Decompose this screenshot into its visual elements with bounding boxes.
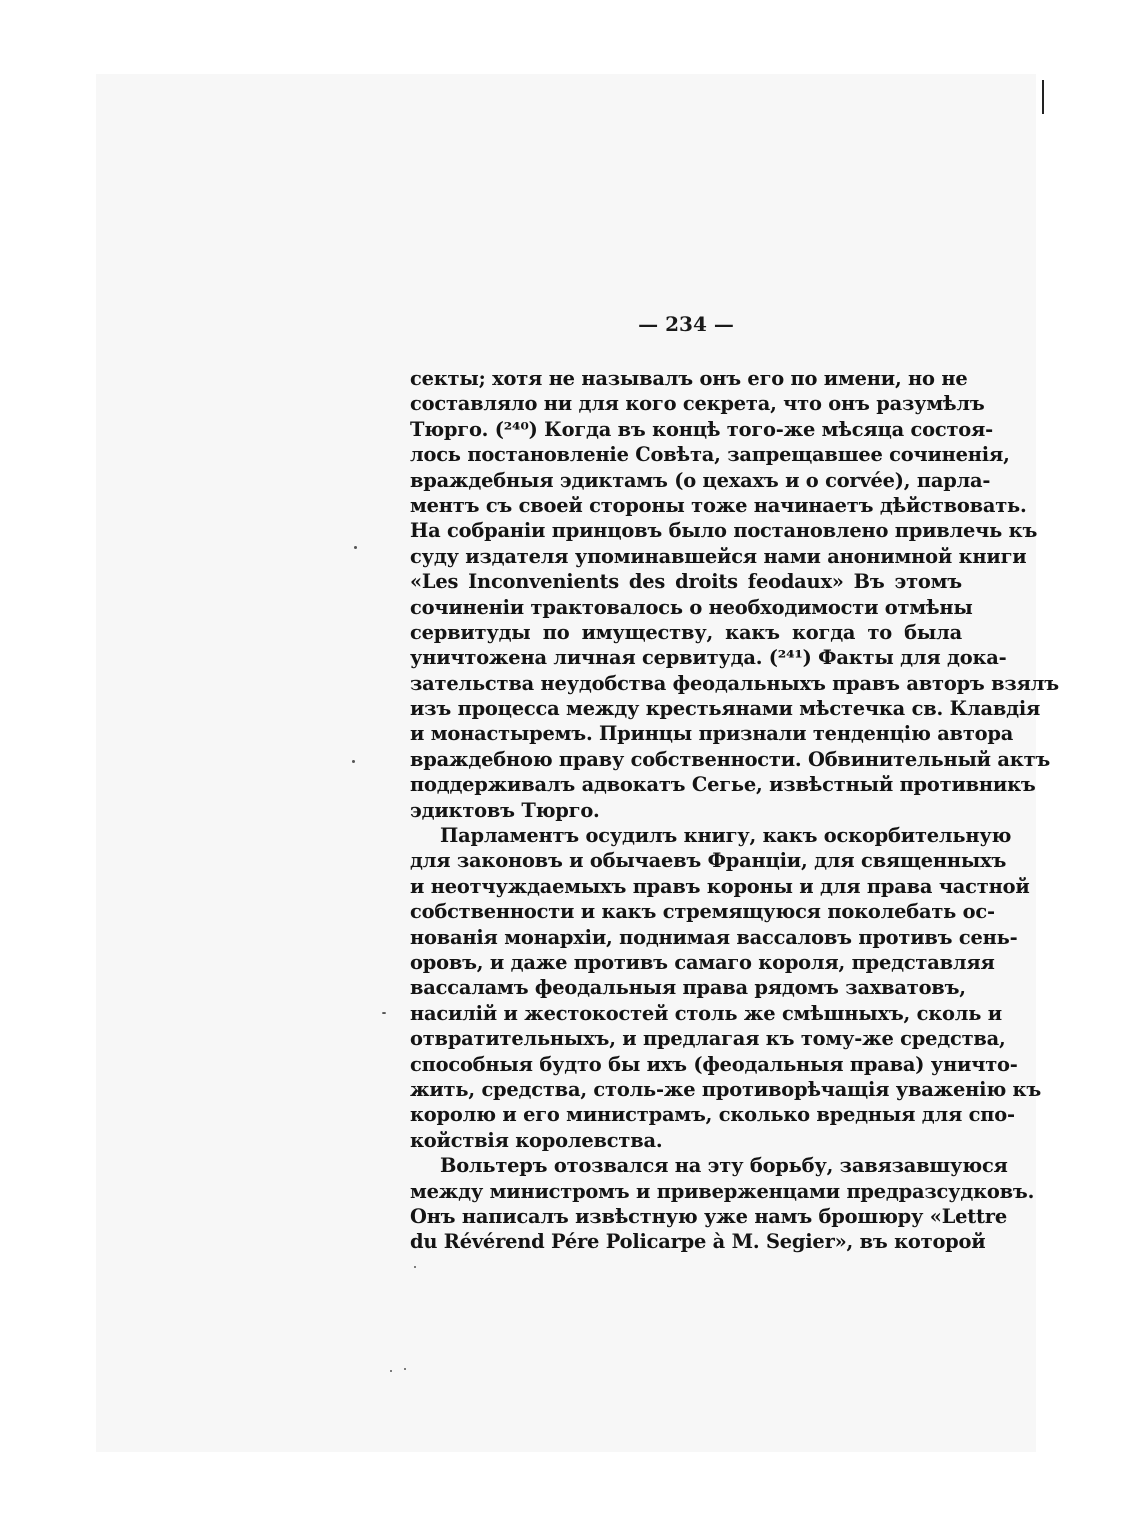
- scan-speck: [404, 1368, 406, 1370]
- scan-speck: [390, 1370, 392, 1372]
- text-line: насилій и жестокостей столь же смѣшныхъ, сколь и: [410, 1001, 1002, 1025]
- scan-speck: [352, 760, 355, 763]
- text-line: Вольтеръ отозвался на эту борьбу, завязавшуюся: [440, 1154, 1008, 1178]
- text-line: изъ процесса между крестьянами мѣстечка св. Клавдія: [410, 697, 1041, 721]
- text-line: ментъ съ своей стороны тоже начинаетъ дѣйствовать.: [410, 493, 1027, 517]
- text-line: составляло ни для кого секрета, что онъ разумѣлъ: [410, 392, 985, 416]
- paragraph-1: [410, 366, 1059, 823]
- text-line: враждебныя эдиктамъ (о цехахъ и о corvée), парла-: [410, 468, 991, 492]
- text-line: отвратительныхъ, и предлагая къ тому-же средства,: [410, 1027, 1006, 1051]
- page-number: — 234 —: [638, 312, 734, 336]
- scan-speck: [354, 546, 357, 549]
- text-line: королю и его министрамъ, сколько вредныя для спо-: [410, 1103, 1015, 1127]
- text-line: эдиктовъ Тюрго.: [410, 798, 600, 822]
- text-line: враждебною праву собственности. Обвинительный актъ: [410, 747, 1051, 771]
- text-line: Тюрго. (²⁴⁰) Когда въ концѣ того-же мѣсяца состоя-: [410, 417, 993, 441]
- text-line: суду издателя упоминавшейся нами анонимной книги: [410, 544, 1027, 568]
- text-line: и монастыремъ. Принцы признали тенденцію автора: [410, 722, 1014, 746]
- text-line: способныя будто бы ихъ (феодальныя права) уничто-: [410, 1052, 1018, 1076]
- text-line: уничтожена личная сервитуда. (²⁴¹) Факты для дока-: [410, 646, 1007, 670]
- scan-speck: [414, 1266, 416, 1268]
- text-line: между министромъ и приверженцами предразсудковъ.: [410, 1179, 1035, 1203]
- text-line: Онъ написалъ извѣстную уже намъ брошюру «Lettre: [410, 1204, 1007, 1228]
- body-text: [410, 366, 1059, 1255]
- text-line: для законовъ и обычаевъ Франціи, для священныхъ: [410, 849, 1007, 873]
- text-line: собственности и какъ стремящуюся поколебать ос-: [410, 900, 995, 924]
- text-line: койствія королевства.: [410, 1128, 663, 1152]
- text-line: вассаламъ феодальныя права рядомъ захватовъ,: [410, 976, 966, 1000]
- text-line: поддерживалъ адвокатъ Сегье, извѣстный противникъ: [410, 773, 1036, 797]
- text-line: и неотчуждаемыхъ правъ короны и для права частной: [410, 874, 1030, 898]
- text-line: жить, средства, столь-же противорѣчащія уваженію къ: [410, 1077, 1042, 1101]
- text-line: зательства неудобства феодальныхъ правъ авторъ взялъ: [410, 671, 1059, 695]
- scan-speck: [382, 1012, 386, 1014]
- paragraph-2: [410, 823, 1042, 1153]
- paragraph-3: [410, 1153, 1035, 1255]
- text-line: Парламентъ осудилъ книгу, какъ оскорбительную: [440, 824, 1012, 848]
- text-line: «Les Inconvenients des droits feodaux» Въ этомъ: [410, 570, 962, 594]
- text-line: секты; хотя не называлъ онъ его по имени, но не: [410, 367, 968, 390]
- text-line: нованія монархіи, поднимая вассаловъ противъ сень-: [410, 925, 1018, 949]
- text-line: оровъ, и даже противъ самаго короля, представляя: [410, 950, 995, 974]
- text-line: лось постановленіе Совѣта, запрещавшее сочиненія,: [410, 443, 1010, 467]
- text-line: du Révérend Pére Policarpe à M. Segier», въ которой: [410, 1230, 986, 1254]
- text-line: сочиненіи трактовалось о необходимости отмѣны: [410, 595, 973, 619]
- scan-edge-mark: [1042, 80, 1044, 114]
- text-line: сервитуды по имуществу, какъ когда то была: [410, 620, 962, 644]
- text-line: На собраніи принцовъ было постановлено привлечь къ: [410, 519, 1038, 543]
